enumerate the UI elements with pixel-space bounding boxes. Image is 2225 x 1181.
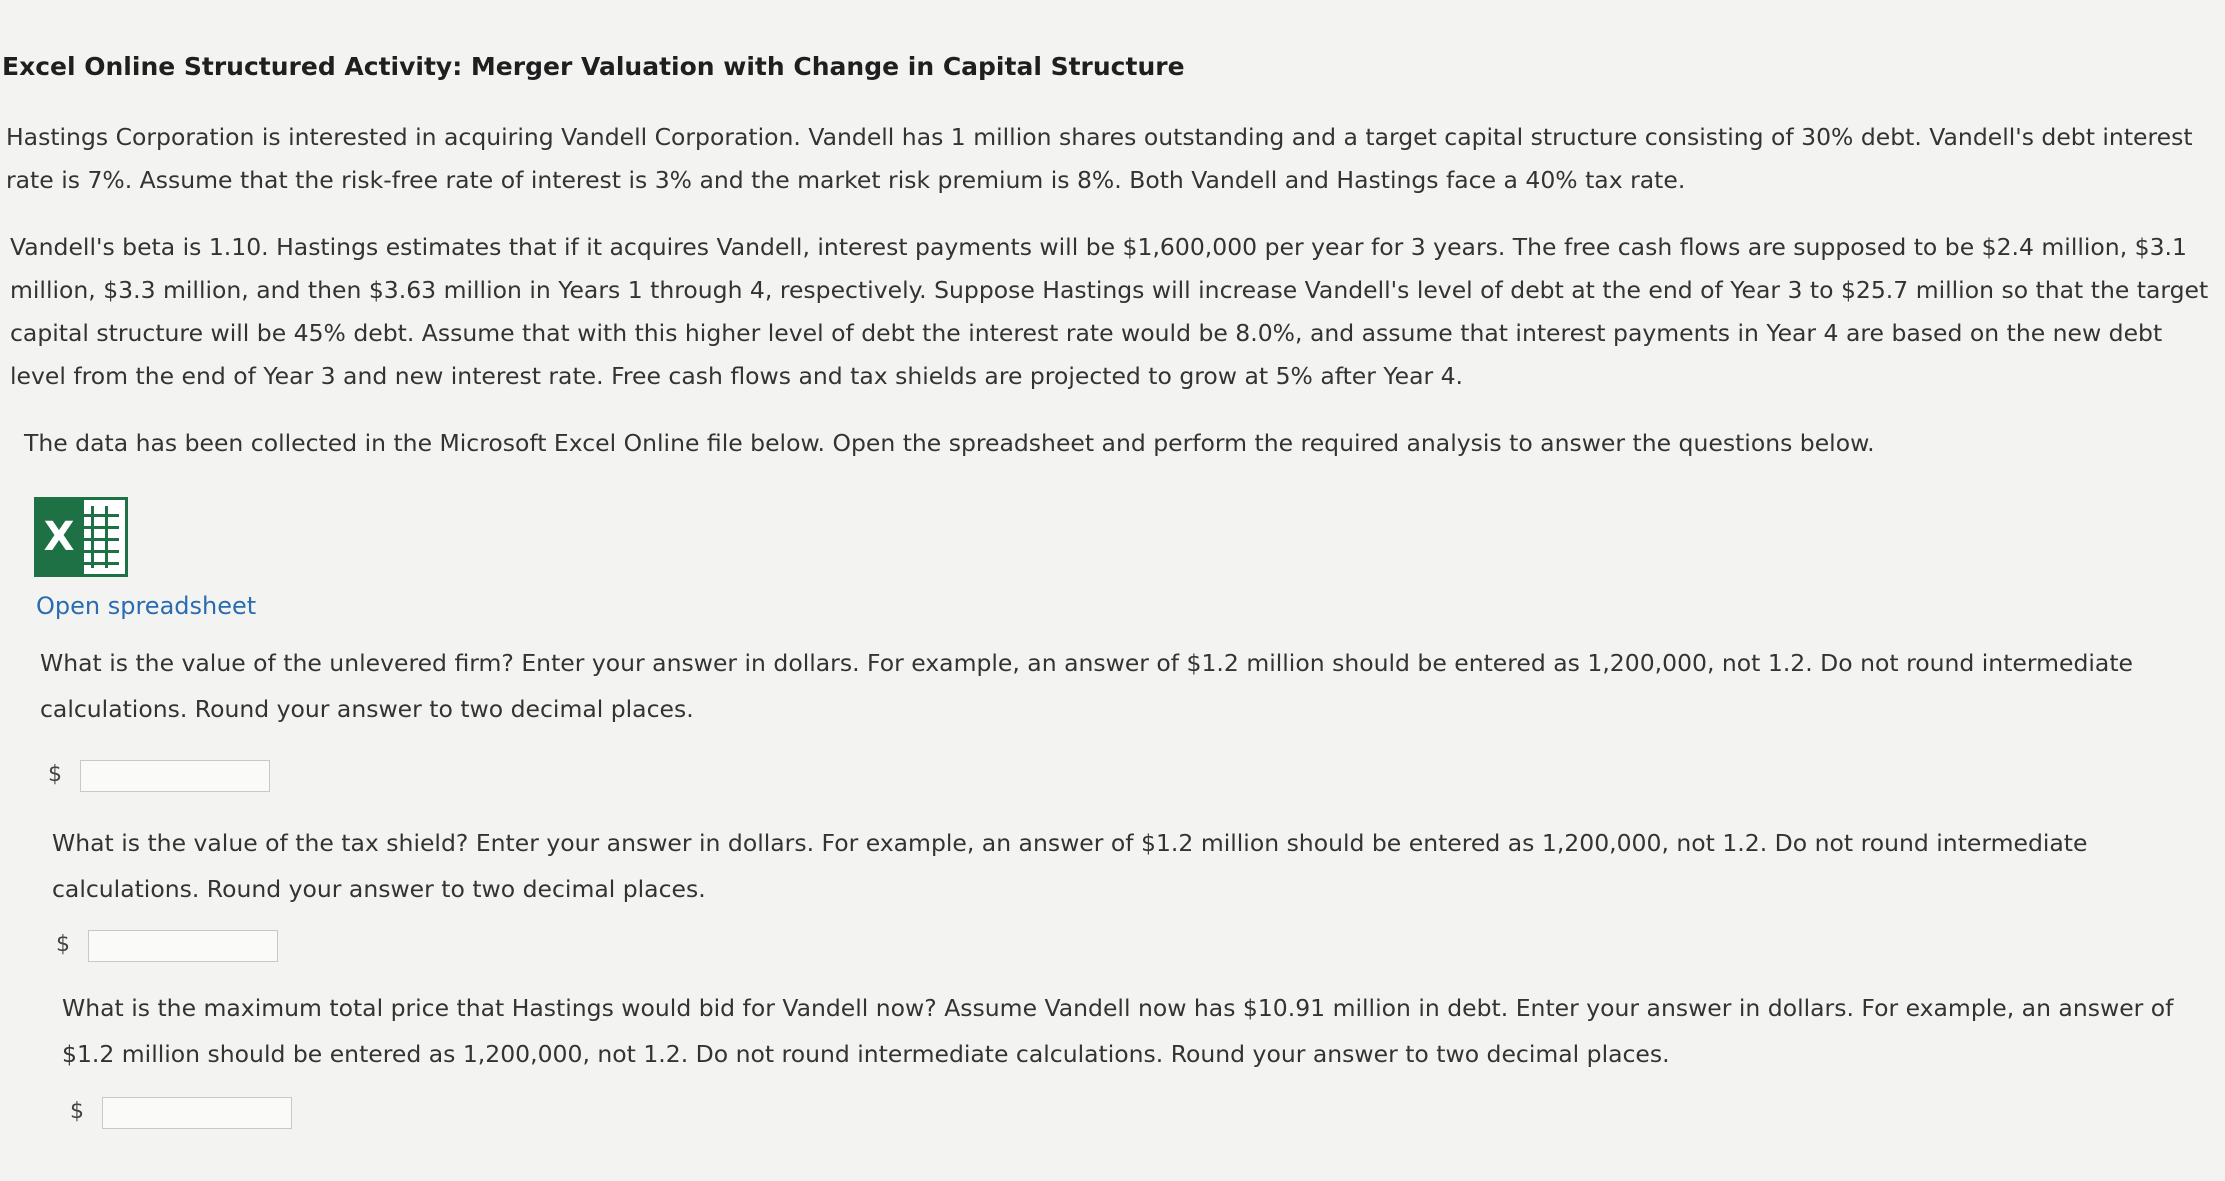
question-maximum-bid-price: What is the maximum total price that Hastings would bid for Vandell now? Assume Vandell now has $10.91 million in debt. Enter your answer in dollars. For example, an answer of $1.2 million should be entered as 1,200,000, not 1.2. Do not round intermediate calculations. Round your answer to two decimal places.: [62, 994, 2174, 1068]
currency-symbol: $: [48, 762, 62, 787]
question-tax-shield-value: What is the value of the tax shield? Enter your answer in dollars. For example, an answer of $1.2 million should be entered as 1,200,000, not 1.2. Do not round intermediate calculations. Round your answer to two decimal places.: [52, 829, 2088, 903]
maximum-bid-price-input[interactable]: [102, 1097, 292, 1129]
question-unlevered-value: What is the value of the unlevered firm? Enter your answer in dollars. For example, an answer of $1.2 million should be entered as 1,200,000, not 1.2. Do not round intermediate calculations. Round your answer to two decimal places.: [40, 649, 2133, 723]
intro-paragraph-1: Hastings Corporation is interested in acquiring Vandell Corporation. Vandell has 1 million shares outstanding and a target capital structure consisting of 30% debt. Vandell's debt interest rate is 7%. Assume that the risk-free rate of interest is 3% and the market risk premium is 8%. Both Vandell and Hastings face a 40% tax rate.: [6, 123, 2193, 194]
open-spreadsheet-link[interactable]: Open spreadsheet: [36, 592, 257, 620]
intro-paragraph-2: Vandell's beta is 1.10. Hastings estimates that if it acquires Vandell, interest payments will be $1,600,000 per year for 3 years. The free cash flows are supposed to be $2.4 million, $3.1 million, $3.3 million, and then $3.63 million in Years 1 through 4, respectively. Suppose Hastings will increase Vandell's level of debt at the end of Year 3 to $25.7 million so that the target capital structure will be 45% debt. Assume that with this higher level of debt the interest rate would be 8.0%, and assume that interest payments in Year 4 are based on the new debt level from the end of Year 3 and new interest rate. Free cash flows and tax shields are projected to grow at 5% after Year 4.: [10, 233, 2209, 390]
excel-x-letter: X: [34, 497, 84, 577]
currency-symbol: $: [70, 1099, 84, 1124]
intro-paragraph-3: The data has been collected in the Microsoft Excel Online file below. Open the spreadsheet and perform the required analysis to answer the questions below.: [24, 429, 1875, 457]
activity-title: Excel Online Structured Activity: Merger Valuation with Change in Capital Structure: [2, 52, 1185, 81]
tax-shield-value-input[interactable]: [88, 930, 278, 962]
unlevered-value-input[interactable]: [80, 760, 270, 792]
currency-symbol: $: [56, 932, 70, 957]
excel-icon[interactable]: [34, 497, 130, 577]
